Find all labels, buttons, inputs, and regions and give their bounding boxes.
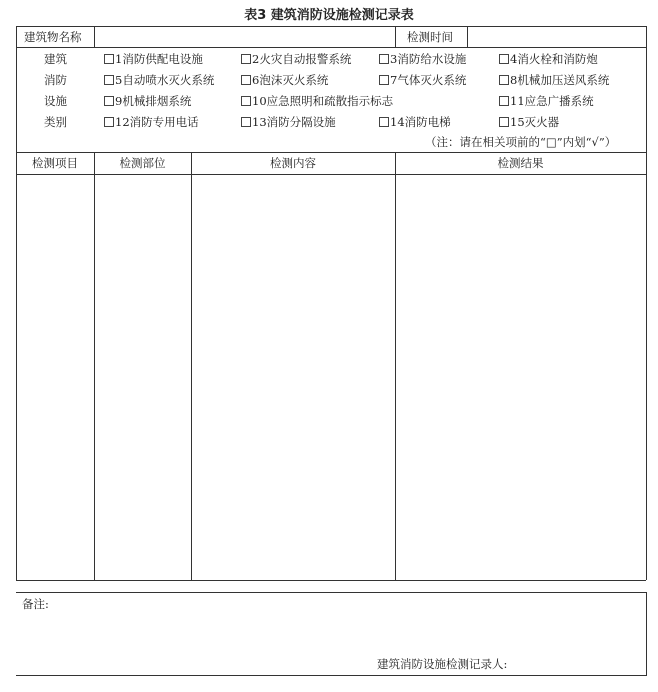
checkbox[interactable] bbox=[104, 54, 114, 64]
checkbox[interactable] bbox=[379, 117, 389, 127]
checkbox[interactable] bbox=[499, 117, 509, 127]
remarks-bottom-border bbox=[16, 675, 647, 676]
checkbox[interactable] bbox=[499, 96, 509, 106]
remarks-right-border bbox=[646, 592, 647, 676]
column-divider-1 bbox=[94, 152, 95, 580]
checkbox[interactable] bbox=[499, 54, 509, 64]
facility-option[interactable]: 3消防给水设施 bbox=[379, 52, 466, 66]
checkbox[interactable] bbox=[104, 96, 114, 106]
table-top-border bbox=[16, 26, 646, 27]
category-label-line: 建筑 bbox=[44, 52, 67, 66]
checkbox[interactable] bbox=[241, 75, 251, 85]
table-bottom-border bbox=[16, 580, 646, 581]
facility-option[interactable]: 9机械排烟系统 bbox=[104, 94, 191, 108]
column-header-content: 检测内容 bbox=[270, 156, 316, 170]
facility-option[interactable]: 8机械加压送风系统 bbox=[499, 73, 609, 87]
facility-option[interactable]: 1消防供配电设施 bbox=[104, 52, 203, 66]
building-name-label: 建筑物名称 bbox=[24, 30, 82, 44]
facility-option[interactable]: 5自动喷水灭火系统 bbox=[104, 73, 214, 87]
checkbox[interactable] bbox=[379, 54, 389, 64]
checkbox[interactable] bbox=[241, 54, 251, 64]
facility-option[interactable]: 15灭火器 bbox=[499, 115, 559, 129]
remarks-label: 备注: bbox=[22, 597, 49, 611]
category-label-line: 类别 bbox=[44, 115, 67, 129]
table-right-border bbox=[646, 26, 647, 580]
checkbox[interactable] bbox=[241, 117, 251, 127]
checkbox-note: （注：请在相关项前的“□”内划“√”） bbox=[425, 135, 617, 149]
column-divider-2 bbox=[191, 152, 192, 580]
checkbox[interactable] bbox=[241, 96, 251, 106]
checkbox[interactable] bbox=[104, 117, 114, 127]
facility-option[interactable]: 13消防分隔设施 bbox=[241, 115, 336, 129]
facility-option[interactable]: 2火灾自动报警系统 bbox=[241, 52, 351, 66]
category-row-divider bbox=[16, 152, 646, 153]
time-label-right-divider bbox=[467, 26, 468, 47]
facility-option[interactable]: 6泡沫灭火系统 bbox=[241, 73, 328, 87]
time-label-left-divider bbox=[395, 26, 396, 47]
checkbox[interactable] bbox=[499, 75, 509, 85]
name-label-divider bbox=[94, 26, 95, 47]
facility-option[interactable]: 14消防电梯 bbox=[379, 115, 451, 129]
facility-option[interactable]: 11应急广播系统 bbox=[499, 94, 594, 108]
table-left-border bbox=[16, 26, 17, 580]
checkbox[interactable] bbox=[379, 75, 389, 85]
facility-option[interactable]: 10应急照明和疏散指示标志 bbox=[241, 94, 393, 108]
category-label-line: 消防 bbox=[44, 73, 67, 87]
facility-option[interactable]: 12消防专用电话 bbox=[104, 115, 199, 129]
remarks-top-border bbox=[16, 592, 647, 593]
column-header-item: 检测项目 bbox=[32, 156, 78, 170]
facility-option[interactable]: 4消火栓和消防炮 bbox=[499, 52, 598, 66]
category-label-line: 设施 bbox=[44, 94, 67, 108]
recorder-label: 建筑消防设施检测记录人: bbox=[377, 657, 508, 671]
column-header-result: 检测结果 bbox=[497, 156, 544, 170]
facility-option[interactable]: 7气体灭火系统 bbox=[379, 73, 466, 87]
inspection-time-label: 检测时间 bbox=[407, 30, 453, 44]
columns-header-divider bbox=[16, 174, 646, 175]
header-row-divider bbox=[16, 47, 646, 48]
column-divider-3 bbox=[395, 152, 396, 580]
page-title: 表3 建筑消防设施检测记录表 bbox=[244, 8, 414, 23]
checkbox[interactable] bbox=[104, 75, 114, 85]
column-header-location: 检测部位 bbox=[119, 156, 166, 170]
